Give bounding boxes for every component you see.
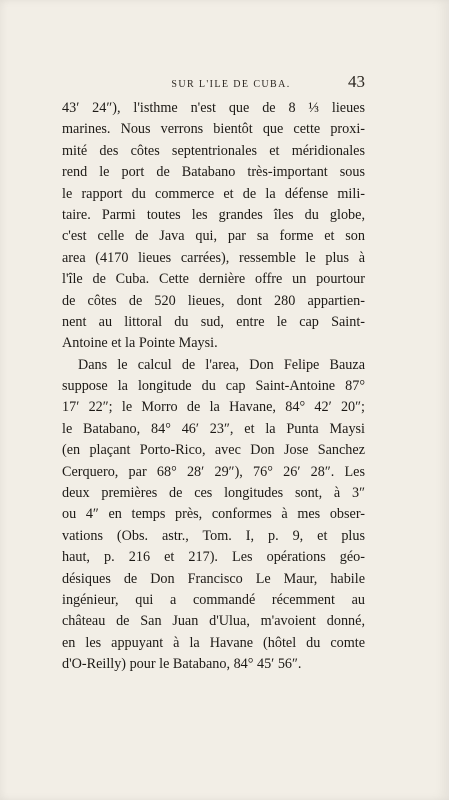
text-line: le rapport du commerce et de la défense mili- [62,185,365,202]
running-title: SUR L'ILE DE CUBA. [171,79,291,90]
text-line: deux premières de ces longitudes sont, à 3″ [62,485,365,502]
text-line: Dans le calcul de l'area, Don Felipe Bauza [78,356,365,373]
page-number: 43 [348,72,365,91]
text-line: d'O-Reilly) pour le Batabano, 84° 45′ 56″. [62,656,302,673]
text-line: vations (Obs. astr., Tom. I, p. 9, et plus [62,527,365,544]
body-text [62,98,365,676]
text-line: le Batabano, 84° 46′ 23″, et la Punta Maysi [62,420,365,437]
text-line: 43′ 24″), l'isthme n'est que de 8 ⅓ lieues [62,100,365,116]
text-line: (en plaçant Porto-Rico, avec Don Jose Sanchez [62,442,365,459]
text-line: suppose la longitude du cap Saint-Antoine 87° [62,378,365,395]
running-head [64,72,365,92]
text-line: désiques de Don Francisco Le Maur, habile [62,570,365,587]
text-line: en les appuyant à la Havane (hôtel du comte [62,634,365,651]
text-line: Cerquero, par 68° 28′ 29″), 76° 26′ 28″. Les [62,463,365,480]
text-line: 17′ 22″; le Morro de la Havane, 84° 42′ 20″; [62,399,365,416]
text-line: nent au littoral du sud, entre le cap Saint- [62,313,365,330]
text-line: haut, p. 216 et 217). Les opérations géo- [62,549,365,566]
text-line: c'est celle de Java qui, par sa forme et son [62,228,365,245]
text-line: Antoine et la Pointe Maysi. [62,335,218,352]
text-line: ou 4″ en temps près, conformes à mes obser- [62,506,365,523]
text-line: area (4170 lieues carrées), ressemble le plus à [62,249,365,266]
text-line: de côtes de 520 lieues, dont 280 appartien- [62,292,365,309]
text-line: ingénieur, qui a commandé récemment au [62,591,365,608]
text-line: château de San Juan d'Ulua, m'avoient donné, [62,613,365,630]
text-line: taire. Parmi toutes les grandes îles du globe, [62,206,365,223]
text-line: rend le port de Batabano très-important sous [62,164,365,181]
text-line: l'île de Cuba. Cette dernière offre un pourtour [62,271,365,288]
text-line: mité des côtes septentrionales et méridionales [62,142,365,159]
text-line: marines. Nous verrons bientôt que cette proxi- [62,121,365,138]
